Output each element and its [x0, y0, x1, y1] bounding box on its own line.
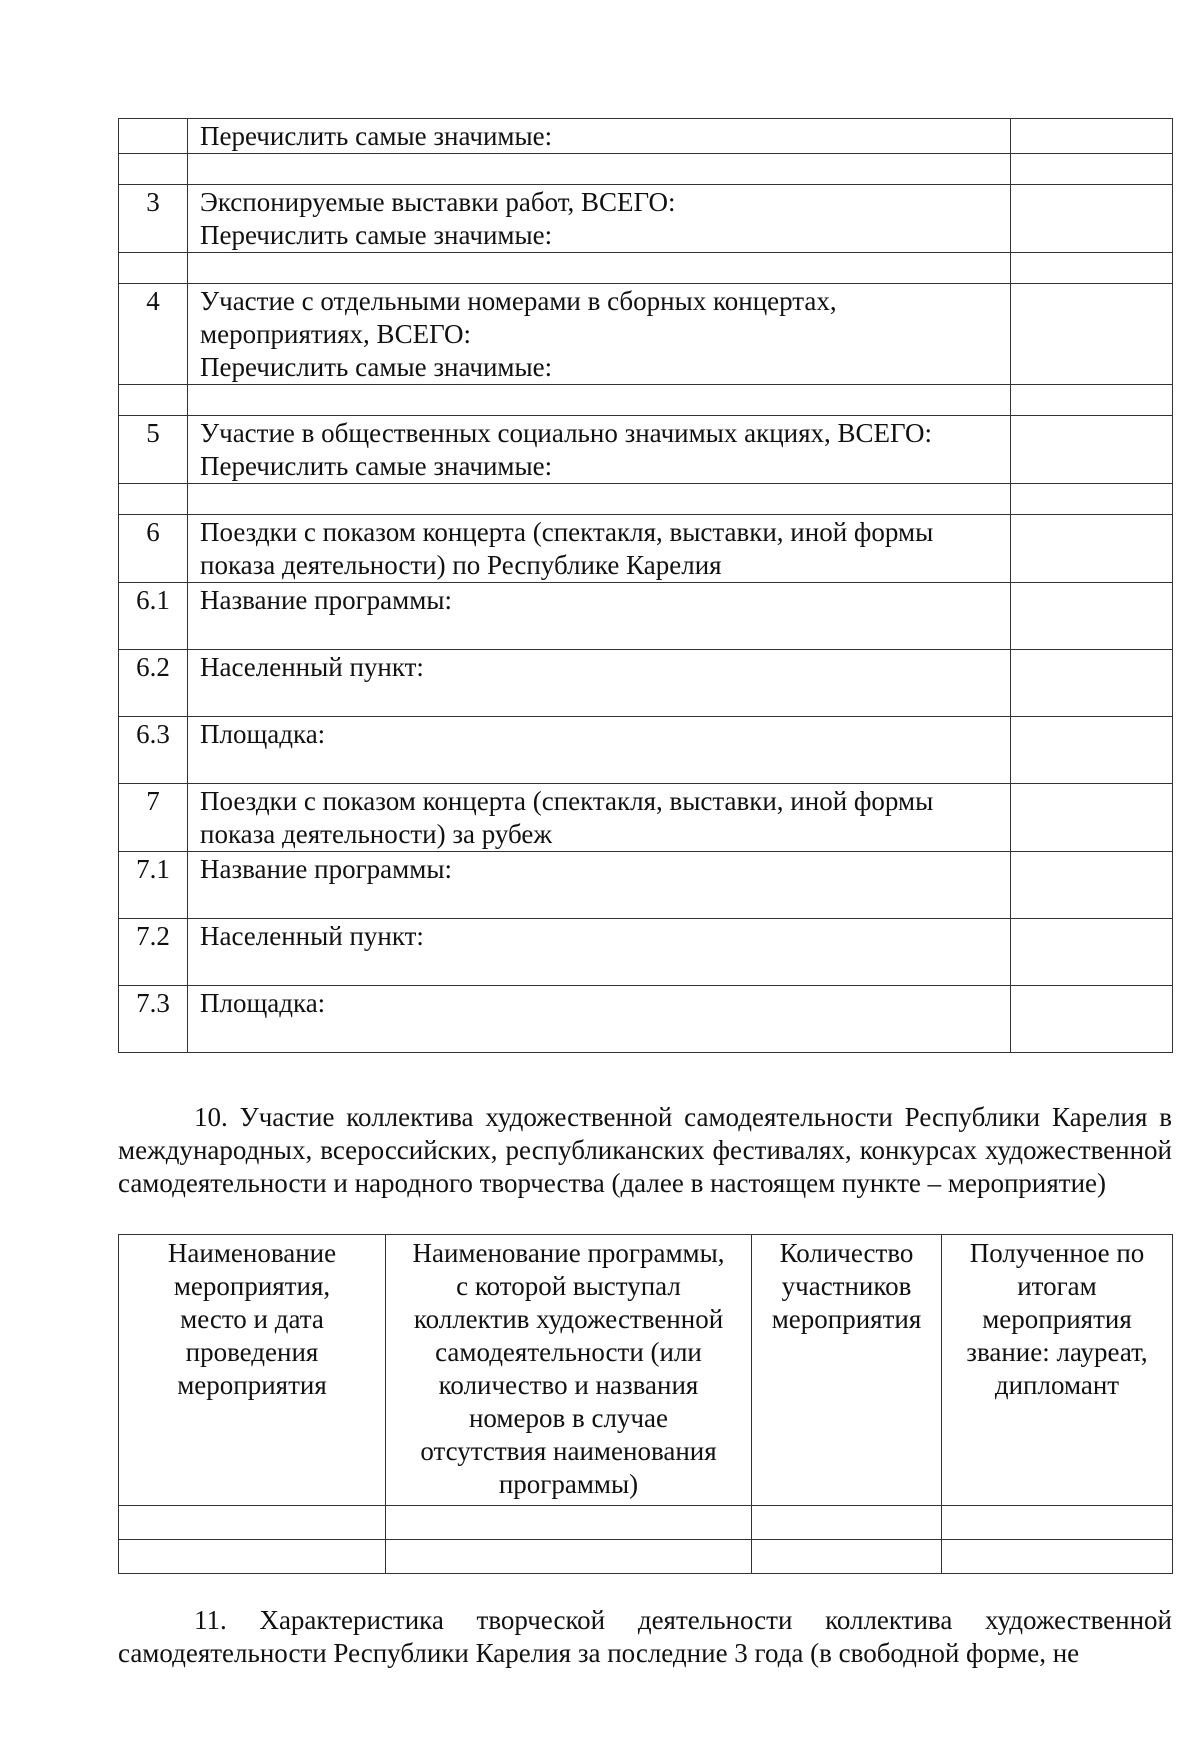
- table-header-row: [119, 1235, 1173, 1506]
- row-number: 4: [119, 284, 188, 385]
- row-number: 7.2: [119, 919, 188, 986]
- table-row: [119, 484, 1173, 515]
- row-description: Участие в общественных социально значимых акциях, ВСЕГО: Перечислить самые значимые:: [188, 416, 1011, 484]
- row-description: Населенный пункт:: [188, 919, 1011, 986]
- table-row: [119, 385, 1173, 416]
- table-row: [119, 784, 1173, 852]
- activity-table: [118, 118, 1173, 1053]
- row-description: [188, 484, 1011, 515]
- header-participants-count: Количество участников мероприятия: [752, 1235, 942, 1506]
- table-row: [119, 154, 1173, 185]
- row-description: Поездки с показом концерта (спектакля, выставки, иной формы показа деятельности) за рубеж: [188, 784, 1011, 852]
- row-value-cell[interactable]: [1011, 385, 1173, 416]
- row-number: [119, 484, 188, 515]
- table-row: [119, 650, 1173, 717]
- row-number: 6.1: [119, 583, 188, 650]
- row-number: 6.2: [119, 650, 188, 717]
- table-row: [119, 1506, 1173, 1540]
- row-value-cell[interactable]: [1011, 784, 1173, 852]
- table-row: [119, 119, 1173, 154]
- row-description: [188, 385, 1011, 416]
- row-number: 6: [119, 515, 188, 583]
- row-value-cell[interactable]: [1011, 919, 1173, 986]
- row-value-cell[interactable]: [1011, 515, 1173, 583]
- row-description: Перечислить самые значимые:: [188, 119, 1011, 154]
- row-value-cell[interactable]: [1011, 284, 1173, 385]
- row-description: Экспонируемые выставки работ, ВСЕГО: Перечислить самые значимые:: [188, 185, 1011, 253]
- table-row: [119, 185, 1173, 253]
- row-number: 3: [119, 185, 188, 253]
- row-number: 7: [119, 784, 188, 852]
- row-value-cell[interactable]: [1011, 583, 1173, 650]
- row-description: Поездки с показом концерта (спектакля, выставки, иной формы показа деятельности) по Республике Карелия: [188, 515, 1011, 583]
- header-received-title: Полученное по итогам мероприятия звание: лауреат, дипломант: [942, 1235, 1173, 1506]
- row-value-cell[interactable]: [1011, 119, 1173, 154]
- empty-entry-cell[interactable]: [942, 1506, 1173, 1540]
- row-value-cell[interactable]: [1011, 986, 1173, 1053]
- empty-entry-cell[interactable]: [752, 1506, 942, 1540]
- section-10-paragraph: 10. Участие коллектива художественной самодеятельности Республики Карелия в международных, всероссийских, республиканских фестивалях, конкурсах художественной самодеятельности и народного творчества (далее в настоящем пункте – мероприятие): [118, 1102, 1172, 1198]
- row-number: 7.1: [119, 852, 188, 919]
- table-row: [119, 919, 1173, 986]
- row-description: Площадка:: [188, 717, 1011, 784]
- row-value-cell[interactable]: [1011, 416, 1173, 484]
- row-value-cell[interactable]: [1011, 852, 1173, 919]
- empty-entry-cell[interactable]: [119, 1506, 386, 1540]
- empty-entry-cell[interactable]: [386, 1506, 752, 1540]
- empty-entry-cell[interactable]: [119, 1540, 386, 1574]
- table-row: [119, 986, 1173, 1053]
- row-value-cell[interactable]: [1011, 253, 1173, 284]
- table-row: [119, 1540, 1173, 1574]
- row-number: [119, 154, 188, 185]
- row-description: [188, 253, 1011, 284]
- table-row: [119, 515, 1173, 583]
- row-number: 5: [119, 416, 188, 484]
- row-number: [119, 119, 188, 154]
- row-description: Название программы:: [188, 852, 1011, 919]
- empty-entry-cell[interactable]: [942, 1540, 1173, 1574]
- row-description: Площадка:: [188, 986, 1011, 1053]
- row-number: [119, 385, 188, 416]
- table-row: [119, 253, 1173, 284]
- row-description: Название программы:: [188, 583, 1011, 650]
- empty-entry-cell[interactable]: [752, 1540, 942, 1574]
- table-row: [119, 852, 1173, 919]
- table-row: [119, 717, 1173, 784]
- table-row: [119, 416, 1173, 484]
- row-description: [188, 154, 1011, 185]
- table-row: [119, 583, 1173, 650]
- empty-entry-cell[interactable]: [386, 1540, 752, 1574]
- row-value-cell[interactable]: [1011, 650, 1173, 717]
- festival-participation-table: [118, 1234, 1173, 1574]
- header-event-name-place-date: Наименование мероприятия, место и дата проведения мероприятия: [119, 1235, 386, 1506]
- row-value-cell[interactable]: [1011, 717, 1173, 784]
- section-11-paragraph: 11. Характеристика творческой деятельности коллектива художественной самодеятельности Республики Карелия за последние 3 года (в свободной форме, не: [118, 1605, 1172, 1668]
- row-value-cell[interactable]: [1011, 154, 1173, 185]
- header-program-name: Наименование программы, с которой выступал коллектив художественной самодеятельности (или количество и названия номеров в случае отсутствия наименования программы): [386, 1235, 752, 1506]
- row-value-cell[interactable]: [1011, 484, 1173, 515]
- table-row: [119, 284, 1173, 385]
- row-value-cell[interactable]: [1011, 185, 1173, 253]
- row-description: Участие с отдельными номерами в сборных концертах, мероприятиях, ВСЕГО: Перечислить самые значимые:: [188, 284, 1011, 385]
- row-description: Населенный пункт:: [188, 650, 1011, 717]
- row-number: 6.3: [119, 717, 188, 784]
- row-number: [119, 253, 188, 284]
- row-number: 7.3: [119, 986, 188, 1053]
